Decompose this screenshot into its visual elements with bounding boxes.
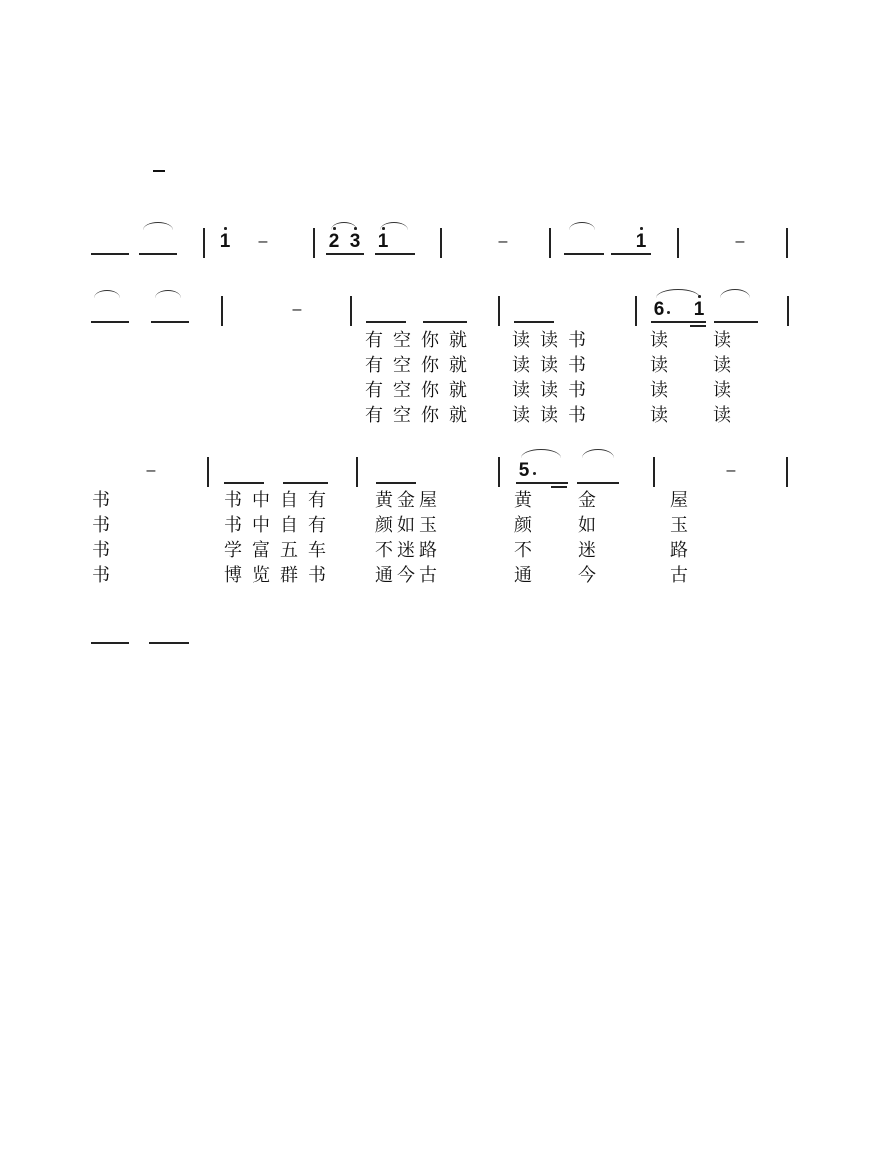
lyric: 学富五车 [224,540,336,561]
lyric: 如 [578,515,596,536]
slur [155,290,181,298]
barline [786,457,788,487]
beam-underline [516,482,568,484]
lyric-line-2b: 读读书 [512,355,596,376]
lyric: 金 [578,490,596,511]
lyric-line-1b: 读读书 [512,330,596,351]
lyric: 读 [713,330,731,351]
lyric: 颜如玉 [375,515,441,536]
barline [207,457,209,487]
beam-underline [91,253,129,255]
dash: – [726,462,736,479]
barline [653,457,655,487]
lyric-line-3b: 读读书 [512,380,596,401]
dash: – [498,233,508,250]
lyric-line-2: 有空你就 [365,355,477,376]
barline [498,457,500,487]
augmentation-dot [667,311,670,314]
lyric: 读 [713,380,731,401]
lyric-line-4b: 读读书 [512,405,596,426]
lyric-line-1: 有空你就 [365,330,477,351]
beam-underline [714,321,758,323]
dash: – [146,462,156,479]
lyric: 读 [713,355,731,376]
lyric: 书 [92,490,110,511]
note: 5 [518,460,530,481]
barline [787,296,789,326]
barline [203,228,205,258]
note: 2 [328,231,340,252]
beam-underline-double [690,325,706,327]
slur [569,222,595,230]
beam-underline [283,482,328,484]
augmentation-dot [533,472,536,475]
beam-underline [423,321,467,323]
octave-dot [224,227,227,230]
lyric: 玉 [670,515,688,536]
lyric: 不迷路 [375,540,441,561]
beam-underline [91,321,129,323]
beam-underline [224,482,264,484]
octave-dot [640,227,643,230]
dash: – [258,233,268,250]
lyric: 书 [92,565,110,586]
lyric: 书中自有 [224,490,336,511]
beam-underline [366,321,406,323]
lyric-line-4: 有空你就 [365,405,477,426]
note: 1 [377,231,389,252]
lyric: 黄金屋 [375,490,441,511]
lyric: 古 [670,565,688,586]
lyric: 读 [650,380,668,401]
slur [143,222,173,230]
note: 6 [653,299,665,320]
lyric: 迷 [578,540,596,561]
lyric: 路 [670,540,688,561]
lyric: 读 [650,405,668,426]
lyric: 通今古 [375,565,441,586]
lyric: 通 [514,565,532,586]
time-signature [151,170,167,172]
barline [498,296,500,326]
lyric: 颜 [514,515,532,536]
slur [521,449,561,458]
beam-underline [375,253,415,255]
beam-underline [376,482,416,484]
lyric-line-3: 有空你就 [365,380,477,401]
time-fraction-bar [153,170,165,172]
beam-underline-double [551,486,567,488]
slur [582,449,614,458]
slur [380,222,408,230]
lyric: 不 [514,540,532,561]
lyric: 读 [650,355,668,376]
lyric: 屋 [670,490,688,511]
barline [677,228,679,258]
dash: – [735,233,745,250]
note: 3 [349,231,361,252]
beam-underline [577,482,619,484]
beam-underline [149,642,189,644]
beam-underline [91,642,129,644]
beam-underline [611,253,651,255]
lyric: 今 [578,565,596,586]
lyric: 博览群书 [224,565,336,586]
slur [720,289,750,298]
slur [331,222,357,230]
barline [786,228,788,258]
note: 1 [693,299,705,320]
barline [440,228,442,258]
dash: – [292,301,302,318]
barline [635,296,637,326]
lyric: 书 [92,515,110,536]
beam-underline [326,253,364,255]
beam-underline [151,321,189,323]
lyric: 书中自有 [224,515,336,536]
barline [356,457,358,487]
barline [549,228,551,258]
note: 1 [219,231,231,252]
beam-underline [564,253,604,255]
note: 1 [635,231,647,252]
barline [221,296,223,326]
slur [656,289,700,298]
lyric: 黄 [514,490,532,511]
barline [350,296,352,326]
lyric: 读 [650,330,668,351]
beam-underline [651,321,706,323]
barline [313,228,315,258]
lyric: 读 [713,405,731,426]
beam-underline [139,253,177,255]
beam-underline [514,321,554,323]
lyric: 书 [92,540,110,561]
slur [94,290,120,298]
